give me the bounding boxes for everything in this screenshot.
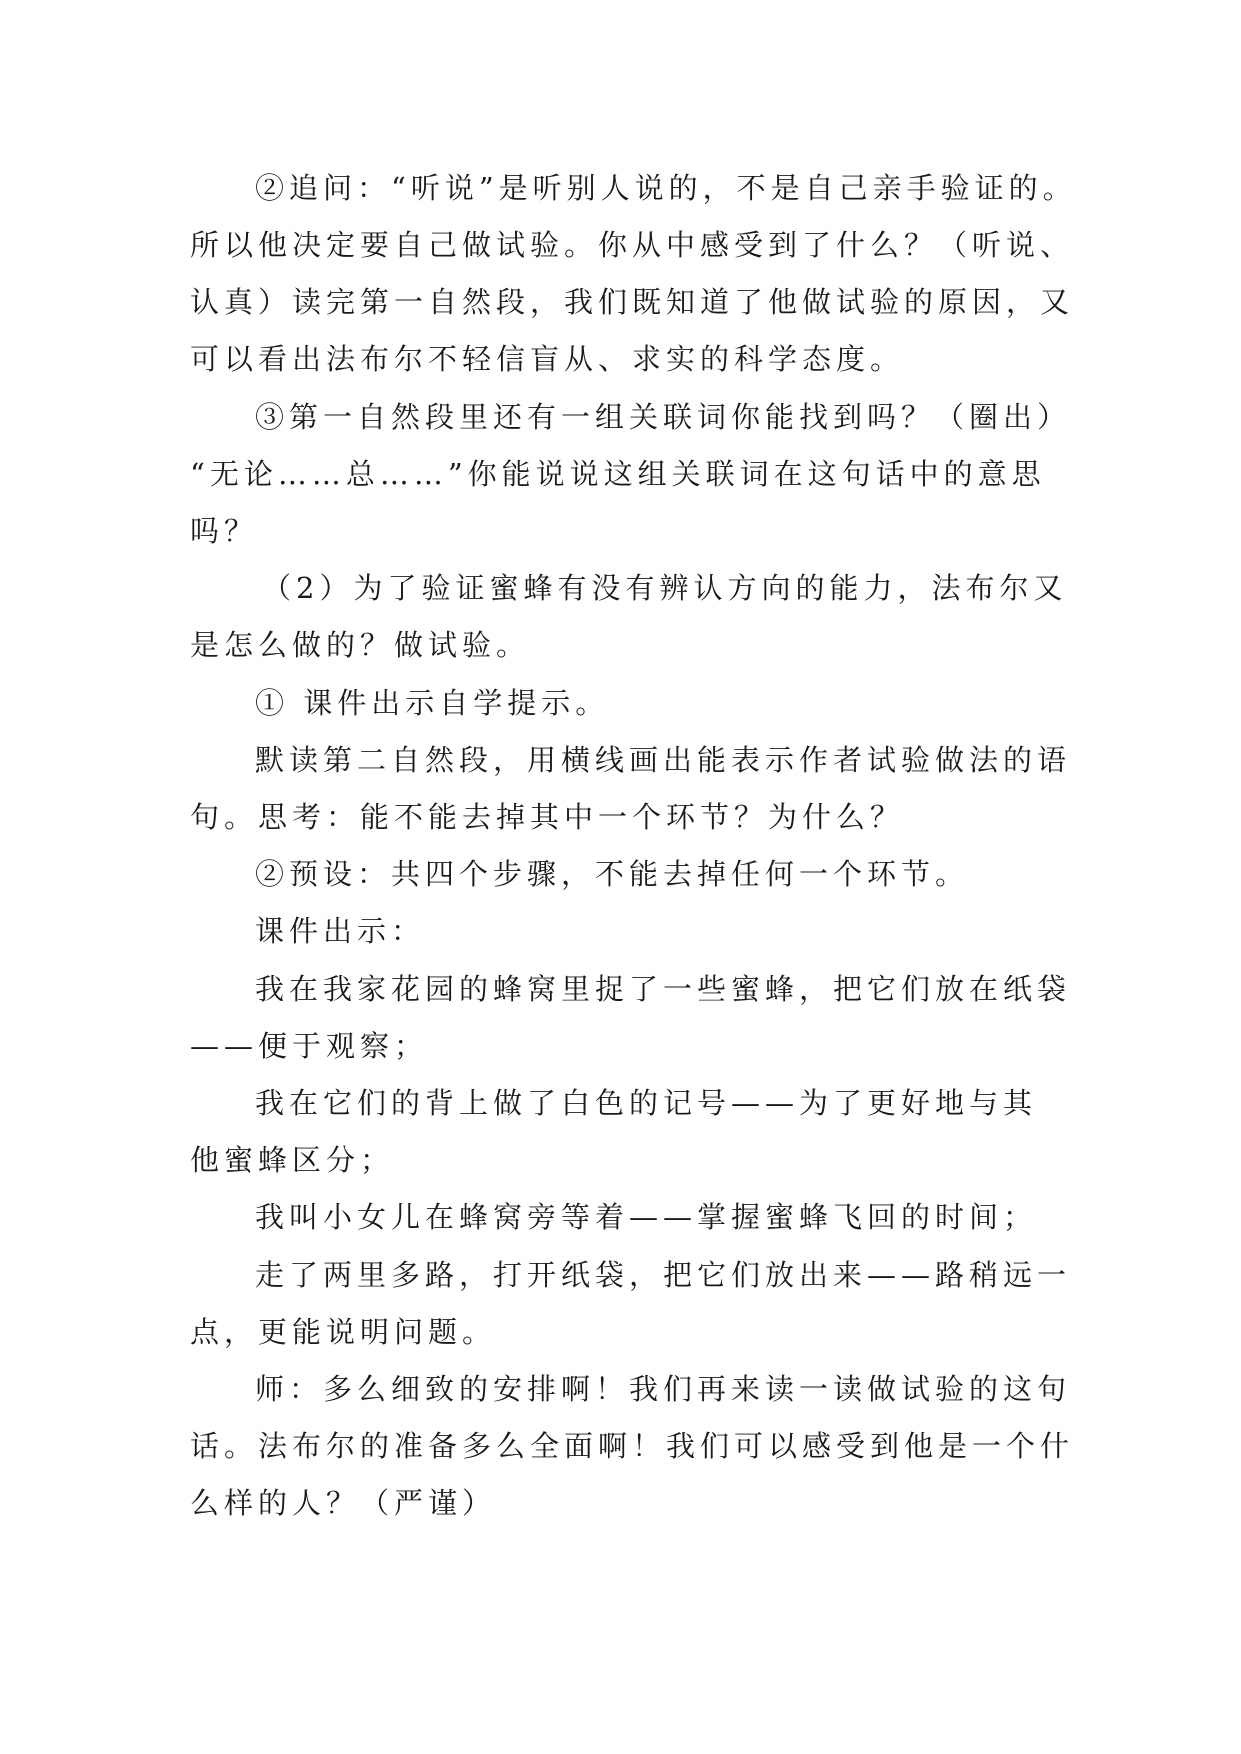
paragraph-line: 吗？	[190, 514, 259, 548]
paragraph-line: ③第一自然段里还有一组关联词你能找到吗？（圈出）	[255, 400, 1072, 434]
paragraph-line: 默读第二自然段，用横线画出能表示作者试验做法的语	[255, 743, 1072, 777]
paragraph-line: 可以看出法布尔不轻信盲从、求实的科学态度。	[190, 342, 905, 376]
paragraph-line: 么样的人？（严谨）	[190, 1486, 497, 1520]
paragraph-line: ②预设：共四个步骤，不能去掉任何一个环节。	[255, 857, 970, 891]
paragraph-line: 走了两里多路，打开纸袋，把它们放出来——路稍远一	[255, 1258, 1072, 1292]
paragraph-line: ②追问：“听说”是听别人说的，不是自己亲手验证的。	[255, 171, 1077, 205]
paragraph-line: ——便于观察；	[190, 1029, 429, 1063]
paragraph-line: 我在它们的背上做了白色的记号——为了更好地与其	[255, 1086, 1038, 1120]
paragraph-line: 认真）读完第一自然段，我们既知道了他做试验的原因，又	[190, 285, 1075, 319]
paragraph-line: 我在我家花园的蜂窝里捉了一些蜜蜂，把它们放在纸袋	[255, 972, 1072, 1006]
paragraph-line: ① 课件出示自学提示。	[255, 686, 610, 720]
paragraph-line: 课件出示：	[255, 914, 426, 948]
paragraph-line: 我叫小女儿在蜂窝旁等着——掌握蜜蜂飞回的时间；	[255, 1200, 1038, 1234]
paragraph-line: （2）为了验证蜜蜂有没有辨认方向的能力，法布尔又	[262, 571, 1068, 605]
paragraph-line: 句。思考：能不能去掉其中一个环节？为什么？	[190, 800, 905, 834]
paragraph-line: 是怎么做的？做试验。	[190, 628, 531, 662]
paragraph-line: 点，更能说明问题。	[190, 1315, 497, 1349]
paragraph-line: “无论……总……”你能说说这组关联词在这句话中的意思	[190, 457, 1046, 491]
paragraph-line: 话。法布尔的准备多么全面啊！我们可以感受到他是一个什	[190, 1429, 1075, 1463]
paragraph-line: 所以他决定要自己做试验。你从中感受到了什么？（听说、	[190, 228, 1075, 262]
paragraph-line: 师：多么细致的安排啊！我们再来读一读做试验的这句	[255, 1372, 1072, 1406]
paragraph-line: 他蜜蜂区分；	[190, 1143, 395, 1177]
